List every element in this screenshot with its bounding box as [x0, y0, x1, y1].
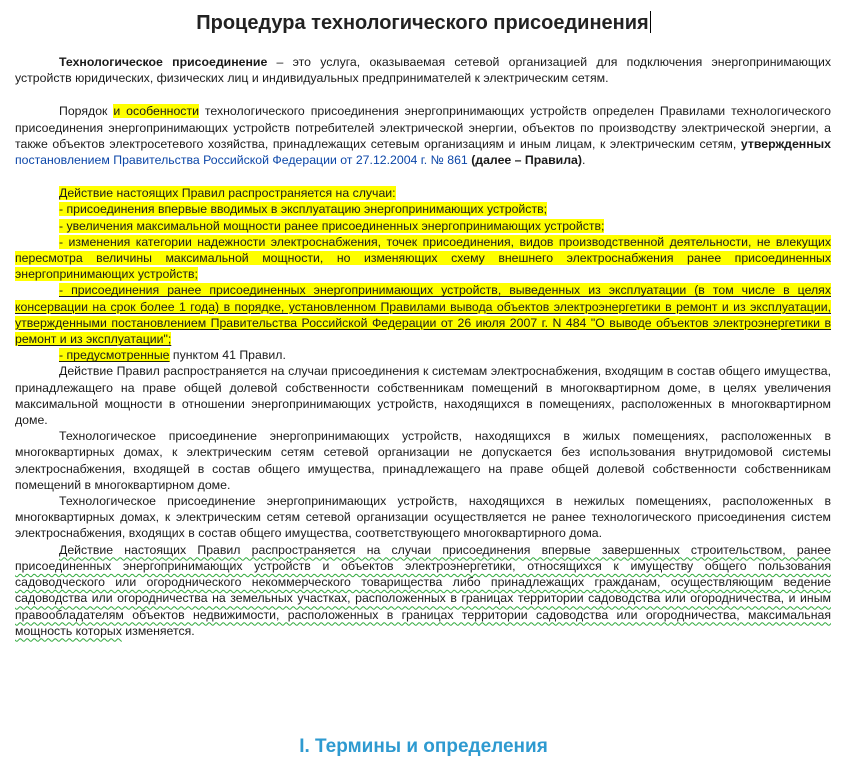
list-item-1-text: - присоединения впервые вводимых в эксплуатацию энергопринимающих устройств;: [59, 202, 548, 217]
term-bold: Технологическое присоединение: [59, 55, 268, 69]
paragraph-common-property: [15, 363, 831, 428]
procedure-text-b: технологического присоединения энергопринимающих устройств определен Правилами технологического присоединения энергопринимающих устройств потребителей электрической энергии, объектов по производству электрической энергии, а также объектов электросетевого хозяйства, принадлежащих сетевым организациям и иным лицам, к электрическим сетям,: [15, 104, 831, 151]
list-item-5: [15, 347, 831, 363]
approved-bold: утвержденных: [740, 136, 831, 151]
list-item-1: [15, 201, 831, 217]
list-intro-text: Действие настоящих Правил распространяется на случаи:: [59, 186, 396, 201]
list-item-3: [15, 234, 831, 283]
paragraph-definition: [15, 54, 831, 86]
section-heading: I. Термины и определения: [299, 736, 548, 757]
paragraph-procedure: [15, 103, 831, 168]
list-item-4-text: - присоединения ранее присоединенных энергопринимающих устройств, выведенных из эксплуатации (в том числе в целях консервации на срок более 1 года) в порядке, установленном Правилами вывода объектов электроэнергетики в ремонт и из эксплуатации, утвержденными постановлением Правительства Российской Федерации от 26 июля 2007 г. N 484 "О выводе объектов электроэнергетики в ремонт и из эксплуатации";: [15, 283, 831, 347]
text-cursor: [650, 11, 651, 33]
page-title-text: Процедура технологического присоединения: [196, 12, 649, 34]
common-property-text: Действие Правил распространяется на случаи присоединения к системам электроснабжения, входящим в состав общего имущества, принадлежащего на праве общей долевой собственности собственникам помещений в многоквартирном доме, в целях увеличения максимальной мощности в отношении энергопринимающих устройств, находящихся в помещениях, расположенных в многоквартирном доме.: [15, 364, 831, 428]
decree-link[interactable]: постановлением Правительства Российской Федерации от 27.12.2004 г. № 861: [15, 153, 468, 168]
list-item-4: [15, 282, 831, 347]
list-intro: [15, 185, 831, 201]
list-item-3-text: - изменения категории надежности электроснабжения, точек присоединения, видов производственной деятельности, не влекущих пересмотра величины максимальной мощности, но изменяющих схему внешнего электроснабжения ранее присоединенных энергопринимающих устройств;: [15, 234, 831, 282]
paragraph-residential: [15, 428, 831, 493]
paragraph-nonresidential: [15, 493, 831, 542]
page-title: [0, 8, 847, 38]
gardening-text-end: изменяется.: [121, 623, 195, 638]
list-item-2-text: - увеличения максимальной мощности ранее присоединенных энергопринимающих устройств;: [59, 218, 605, 233]
nonresidential-text: Технологическое присоединение энергопринимающих устройств, находящихся в нежилых помещениях, расположенных в многоквартирных домах, к электрическим сетям сетевой организации осуществляется не ранее технологического присоединения систем электроснабжения, входящих в состав общего имущества, соответствующего многоквартирного дома.: [15, 494, 831, 541]
paragraph-gardening: [15, 542, 831, 639]
rules-abbrev-bold: (далее – Правила): [471, 153, 582, 168]
procedure-text-a: Порядок: [59, 104, 114, 119]
paragraph-gap: [15, 168, 831, 185]
highlight-features: и особенности: [113, 104, 199, 119]
list-item-5-text: пунктом 41 Правил.: [169, 348, 286, 363]
definition-text: – это услуга, оказываемая сетевой организацией для подключения энергопринимающих устройств юридических, физических лиц и индивидуальных предпринимателей к электрическим сетям.: [15, 55, 832, 86]
gardening-text: Действие настоящих Правил распространяется на случаи присоединения впервые завершенных строительством, ранее присоединенных энергопринимающих устройств и объектов электроэнергетики, относящихся к имуществу общего пользования садоводческого или огороднического некоммерческого товарищества либо принадлежащих гражданам, осуществляющим ведение садоводства или огородничества на земельных участках, расположенных в границах территории садоводства или огородничества, и иным правообладателям объектов недвижимости, расположенных в границах территории садоводства или огородничества, максимальная мощность которых: [15, 542, 831, 638]
procedure-text-d: .: [581, 153, 586, 168]
paragraph-gap: [15, 86, 831, 103]
document-body: [15, 54, 831, 639]
list-item-2: [15, 218, 831, 234]
residential-text: Технологическое присоединение энергопринимающих устройств, находящихся в жилых помещениях, расположенных в многоквартирных домах, к электрическим сетям сетевой организации не допускается без использования внутридомовой системы электроснабжения, входящей в состав общего имущества, принадлежащего на праве общей долевой собственности собственникам помещений в многоквартирном доме.: [15, 429, 831, 492]
list-item-5-highlight: - предусмотренные: [59, 348, 170, 363]
